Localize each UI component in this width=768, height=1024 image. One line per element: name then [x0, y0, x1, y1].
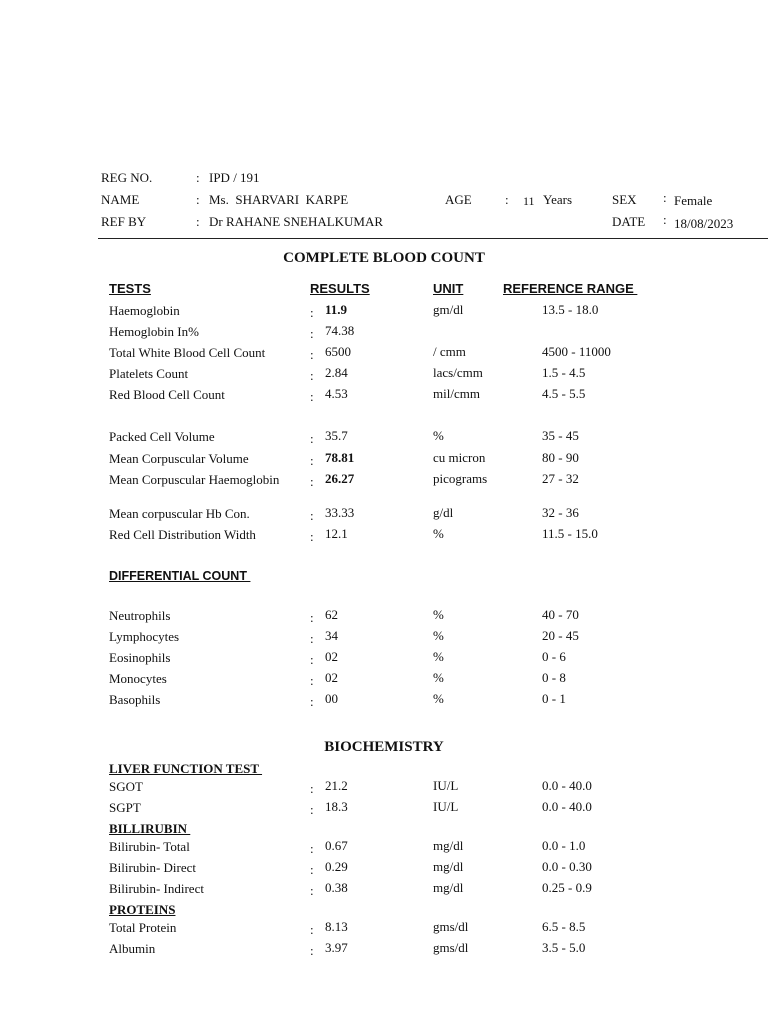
date-value: 18/08/2023	[674, 216, 734, 231]
test-name: Haemoglobin	[109, 303, 180, 318]
test-range: 11.5 - 15.0	[542, 526, 598, 541]
test-result: 8.13	[325, 919, 348, 934]
test-unit: IU/L	[433, 778, 459, 793]
separator-colon: :	[310, 347, 314, 362]
test-name: Eosinophils	[109, 650, 171, 665]
table-row	[0, 344, 768, 364]
separator-colon: :	[310, 781, 314, 796]
age-label: AGE	[445, 192, 472, 207]
test-result: 21.2	[325, 778, 348, 793]
table-row	[0, 505, 768, 525]
test-unit: mg/dl	[433, 880, 464, 895]
cbc-title: COMPLETE BLOOD COUNT	[283, 250, 485, 266]
separator-colon: :	[310, 694, 314, 709]
age-unit: Years	[543, 192, 573, 207]
separator-colon: :	[310, 529, 314, 544]
separator-colon: :	[310, 453, 314, 468]
test-range: 0.25 - 0.9	[542, 880, 592, 895]
test-unit: %	[433, 607, 444, 622]
test-range: 0.0 - 40.0	[542, 778, 592, 793]
table-row	[0, 302, 768, 322]
separator-colon: :	[310, 652, 314, 667]
test-result: 02	[325, 649, 338, 664]
test-result: 11.9	[325, 302, 348, 317]
proteins-title: PROTEINS	[109, 902, 176, 917]
table-row	[0, 386, 768, 406]
test-unit: mil/cmm	[433, 386, 480, 401]
separator-colon: :	[310, 922, 314, 937]
test-result: 6500	[325, 344, 351, 359]
reg-no-colon: :	[196, 170, 200, 185]
test-range: 35 - 45	[542, 428, 579, 443]
separator-colon: :	[310, 802, 314, 817]
test-name: Hemoglobin In%	[109, 324, 199, 339]
table-row	[0, 670, 768, 690]
table-row	[0, 450, 768, 470]
test-unit: gms/dl	[433, 919, 469, 934]
test-name: Red Blood Cell Count	[109, 387, 225, 402]
sex-label: SEX	[612, 192, 637, 207]
differential-count-title: DIFFERENTIAL COUNT	[109, 569, 251, 583]
test-result: 26.27	[325, 471, 355, 486]
bilirubin-title: BILLIRUBIN	[109, 821, 191, 836]
test-result: 35.7	[325, 428, 348, 443]
table-row	[0, 607, 768, 627]
separator-colon: :	[310, 474, 314, 489]
separator-colon: :	[310, 305, 314, 320]
test-unit: %	[433, 526, 444, 541]
liver-function-test-title: LIVER FUNCTION TEST	[109, 761, 263, 776]
date-colon: :	[663, 212, 667, 227]
test-unit: %	[433, 649, 444, 664]
separator-colon: :	[310, 368, 314, 383]
table-row	[0, 649, 768, 669]
table-row	[0, 859, 768, 879]
test-result: 0.67	[325, 838, 348, 853]
test-name: Packed Cell Volume	[109, 429, 215, 444]
test-range: 0.0 - 40.0	[542, 799, 592, 814]
test-result: 3.97	[325, 940, 348, 955]
separator-colon: :	[310, 508, 314, 523]
sex-value: Female	[674, 193, 713, 208]
table-row	[0, 940, 768, 960]
test-unit: cu micron	[433, 450, 486, 465]
table-row	[0, 428, 768, 448]
test-name: Mean corpuscular Hb Con.	[109, 506, 250, 521]
test-name: SGPT	[109, 800, 141, 815]
test-unit: gm/dl	[433, 302, 464, 317]
ref-by-colon: :	[196, 214, 200, 229]
test-name: Monocytes	[109, 671, 167, 686]
test-name: Albumin	[109, 941, 156, 956]
table-row	[0, 880, 768, 900]
separator-colon: :	[310, 862, 314, 877]
test-result: 02	[325, 670, 338, 685]
separator-colon: :	[310, 631, 314, 646]
test-range: 4500 - 11000	[542, 344, 611, 359]
test-unit: picograms	[433, 471, 488, 486]
test-unit: mg/dl	[433, 859, 464, 874]
test-name: Bilirubin- Direct	[109, 860, 197, 875]
test-result: 18.3	[325, 799, 348, 814]
test-range: 4.5 - 5.5	[542, 386, 586, 401]
separator-colon: :	[310, 431, 314, 446]
table-row	[0, 799, 768, 819]
test-name: Lymphocytes	[109, 629, 180, 644]
table-row	[0, 471, 768, 505]
test-range: 6.5 - 8.5	[542, 919, 586, 934]
test-unit: / cmm	[433, 344, 466, 359]
separator-colon: :	[310, 326, 314, 341]
table-row	[0, 778, 768, 798]
test-name: Total White Blood Cell Count	[109, 345, 266, 360]
table-row	[0, 919, 768, 939]
test-unit: %	[433, 428, 444, 443]
ref-by-label: REF BY	[101, 214, 147, 229]
name-value: Ms. SHARVARI KARPE	[209, 192, 349, 207]
reference-range-header: REFERENCE RANGE	[503, 281, 638, 296]
test-name: Platelets Count	[109, 366, 189, 381]
test-range: 13.5 - 18.0	[542, 302, 599, 317]
test-range: 0 - 8	[542, 670, 566, 685]
name-label: NAME	[101, 192, 140, 207]
test-range: 0 - 6	[542, 649, 566, 664]
results-header: RESULTS	[310, 281, 370, 296]
test-range: 0 - 1	[542, 691, 566, 706]
test-unit: gms/dl	[433, 940, 469, 955]
ref-by-value: Dr RAHANE SNEHALKUMAR	[209, 214, 384, 229]
test-unit: mg/dl	[433, 838, 464, 853]
test-range: 1.5 - 4.5	[542, 365, 586, 380]
table-row	[0, 691, 768, 711]
test-name: Neutrophils	[109, 608, 171, 623]
test-result: 62	[325, 607, 338, 622]
test-result: 74.38	[325, 323, 355, 338]
separator-colon: :	[310, 389, 314, 404]
separator-colon: :	[310, 841, 314, 856]
test-result: 78.81	[325, 450, 355, 465]
test-unit: IU/L	[433, 799, 459, 814]
test-unit: %	[433, 691, 444, 706]
test-result: 0.38	[325, 880, 348, 895]
test-result: 34	[325, 628, 338, 643]
test-range: 40 - 70	[542, 607, 579, 622]
separator-colon: :	[310, 610, 314, 625]
test-name: Bilirubin- Total	[109, 839, 190, 854]
separator-colon: :	[310, 673, 314, 688]
test-range: 27 - 32	[542, 471, 579, 486]
test-range: 3.5 - 5.0	[542, 940, 586, 955]
test-result: 12.1	[325, 526, 348, 541]
reg-no-label: REG NO.	[101, 170, 153, 185]
biochemistry-title: BIOCHEMISTRY	[324, 739, 444, 755]
sex-colon: :	[663, 190, 667, 205]
name-colon: :	[196, 192, 200, 207]
test-name: Bilirubin- Indirect	[109, 881, 204, 896]
header-divider	[98, 238, 768, 239]
age-number: 11	[523, 194, 535, 208]
test-range: 80 - 90	[542, 450, 579, 465]
table-row	[0, 526, 768, 546]
test-unit: lacs/cmm	[433, 365, 483, 380]
separator-colon: :	[310, 883, 314, 898]
table-row	[0, 628, 768, 648]
test-unit: g/dl	[433, 505, 454, 520]
test-name: Red Cell Distribution Width	[109, 527, 256, 542]
tests-header: TESTS	[109, 281, 151, 296]
test-range: 20 - 45	[542, 628, 579, 643]
table-row	[0, 365, 768, 385]
test-range: 0.0 - 0.30	[542, 859, 592, 874]
test-result: 00	[325, 691, 338, 706]
test-range: 32 - 36	[542, 505, 579, 520]
test-name: Total Protein	[109, 920, 177, 935]
test-range: 0.0 - 1.0	[542, 838, 586, 853]
age-colon: :	[505, 192, 509, 207]
test-unit: %	[433, 628, 444, 643]
date-label: DATE	[612, 214, 646, 229]
separator-colon: :	[310, 943, 314, 958]
unit-header: UNIT	[433, 281, 464, 296]
test-unit: %	[433, 670, 444, 685]
test-result: 4.53	[325, 386, 348, 401]
test-name: Mean Corpuscular Haemoglobin	[109, 472, 280, 487]
test-name: Mean Corpuscular Volume	[109, 451, 249, 466]
test-name: SGOT	[109, 779, 143, 794]
test-result: 2.84	[325, 365, 348, 380]
table-row	[0, 838, 768, 858]
test-result: 33.33	[325, 505, 355, 520]
reg-no-value: IPD / 191	[209, 170, 260, 185]
test-result: 0.29	[325, 859, 348, 874]
test-name: Basophils	[109, 692, 161, 707]
table-row	[0, 323, 768, 343]
